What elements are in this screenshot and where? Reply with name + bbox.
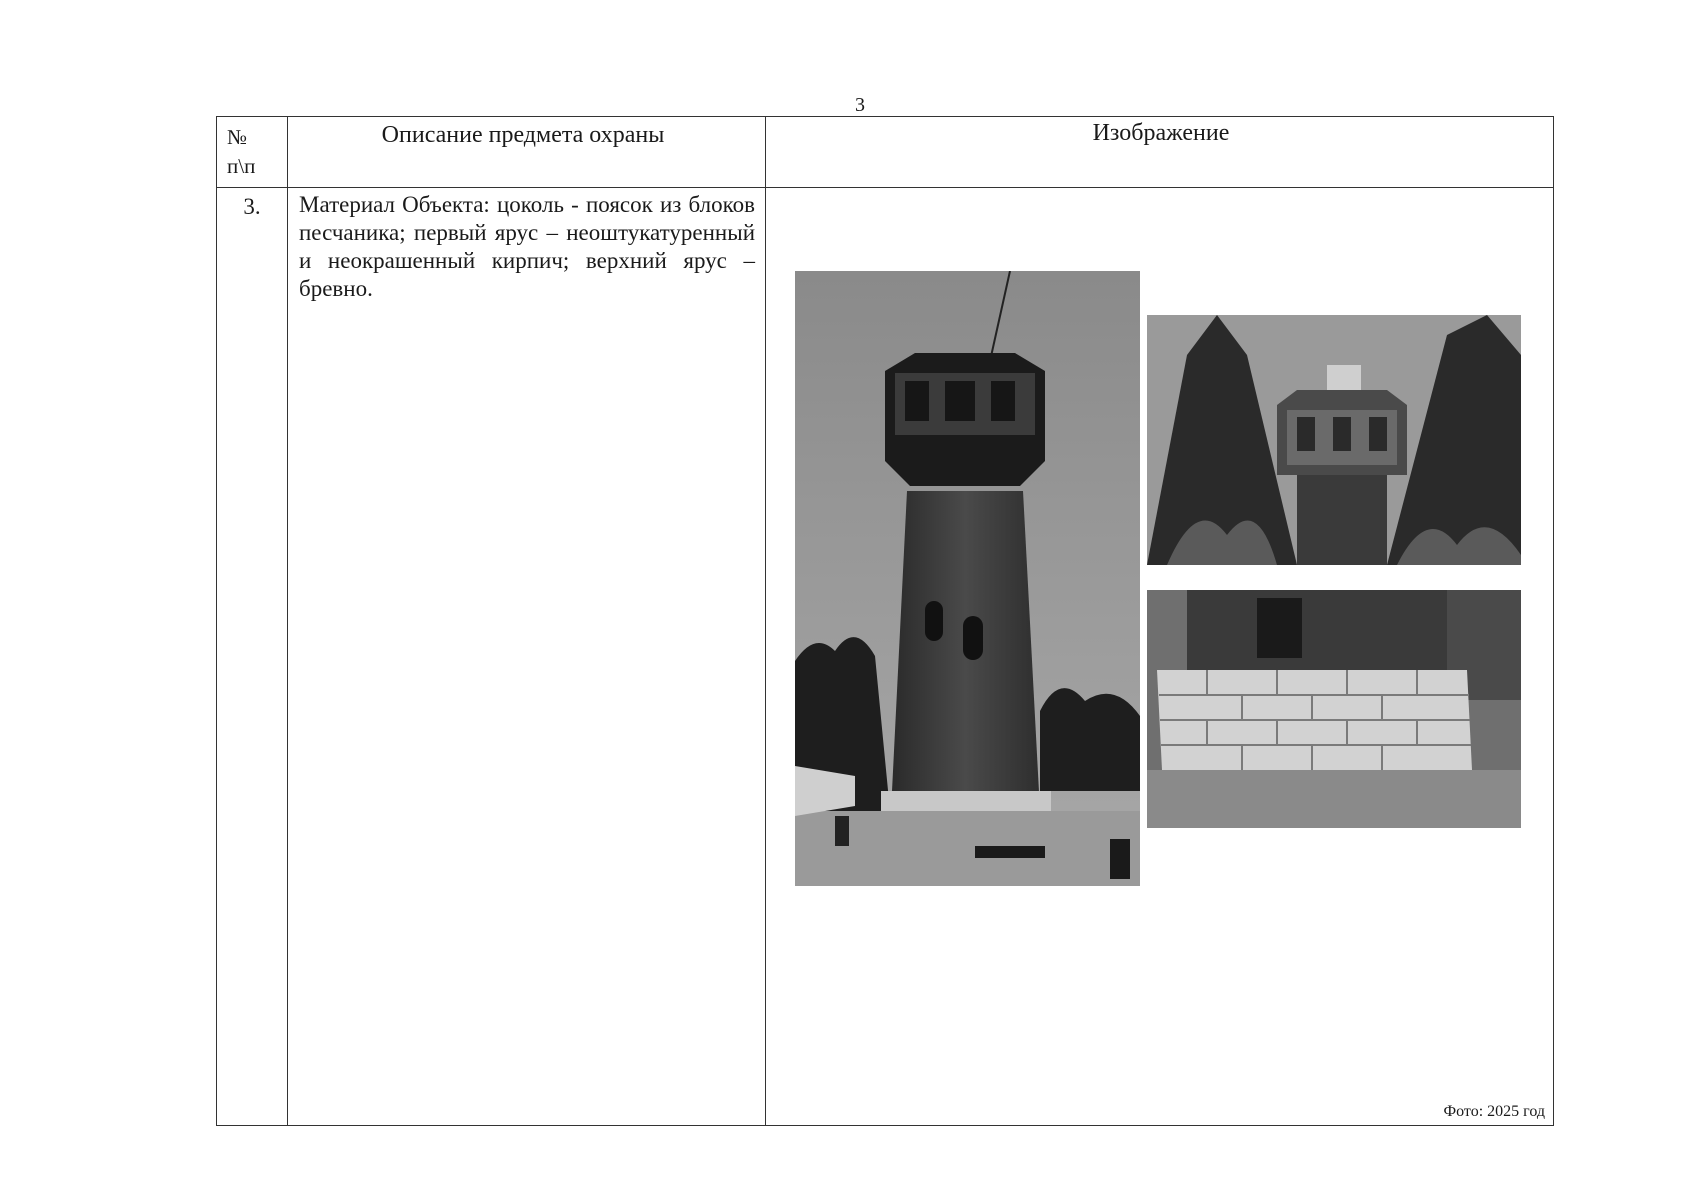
photo-credit: Фото: 2025 год — [1443, 1103, 1545, 1120]
sandstone-base-photo — [1147, 590, 1521, 828]
page-number: 3 — [855, 94, 865, 116]
row-description: Материал Объекта: цоколь - поясок из блоков песчаника; первый ярус – неоштукатуренный и неокрашенный кирпич; верхний ярус – бревно. — [299, 192, 755, 301]
column-divider — [287, 117, 288, 1125]
tower-top-photo — [1147, 315, 1521, 565]
header-image: Изображение — [1092, 120, 1230, 146]
column-divider — [765, 117, 766, 1125]
protection-table — [216, 116, 1554, 1126]
row-number: 3. — [243, 194, 261, 219]
header-number: № п\п — [227, 125, 256, 178]
header-divider — [217, 187, 1553, 188]
header-description: Описание предмета охраны — [381, 122, 665, 148]
water-tower-photo — [795, 271, 1140, 886]
